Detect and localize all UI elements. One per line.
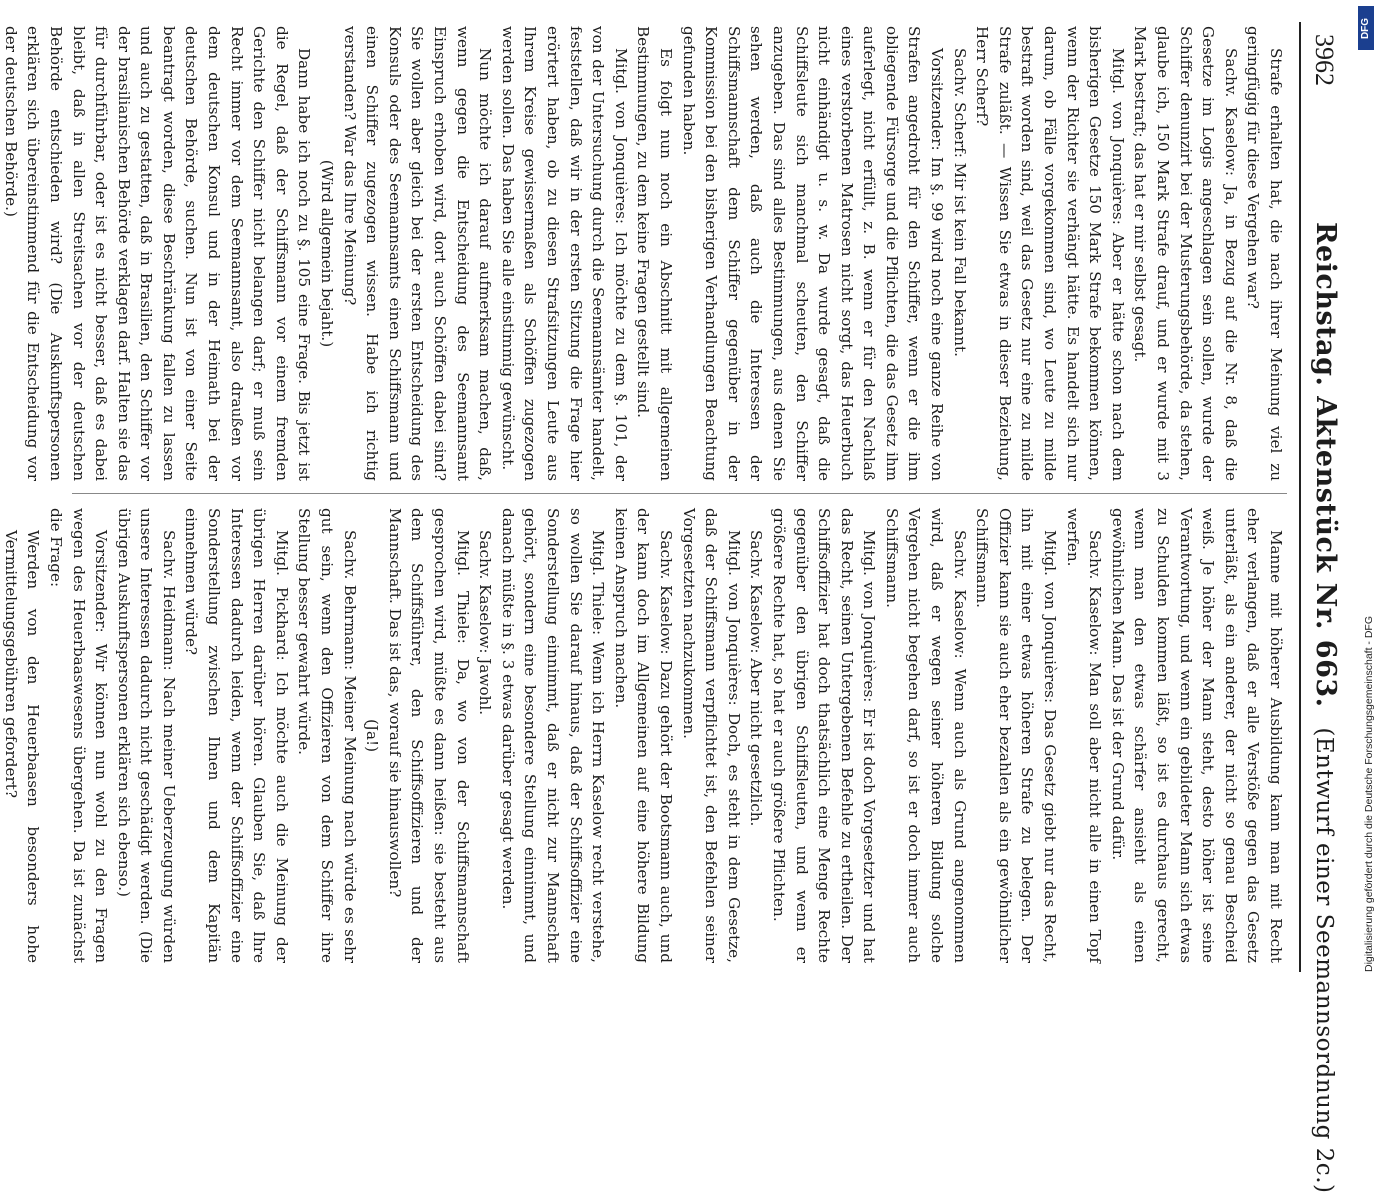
text-column-left bbox=[1, 26, 1287, 481]
paragraph: Nun möchte ich darauf aufmerksam machen, daß, wenn gegen die Entscheidung des Seemannsamt Einspruch erhoben wird, dort auch Schöffen dabei sind? Sie wollen aber gleich bei der ersten Entscheidung des Konsuls oder des Seemannsamts einen Schiffsmann und einen Schiffer zugezogen wissen. Habe ich richtig verstanden? War das Ihre Meinung? bbox=[340, 26, 495, 481]
paragraph: Sachv. Heidmann: Nach meiner Ueberzeugung würden unsere Interessen dadurch nicht geschädigt werden. (Die übrigen Auskunftspersonen erklären sich ebenso.) bbox=[114, 508, 178, 963]
page-number: 3962 bbox=[1310, 34, 1339, 86]
paragraph: Mitgl. von Jonquières: Doch, es steht in dem Gesetze, daß der Schiffsmann verpflichtet ist, den Befehlen seiner Vorgesetzten nachzukommen. bbox=[679, 508, 743, 963]
dfg-logo-text: DFG bbox=[1360, 17, 1372, 39]
column-divider bbox=[72, 493, 1287, 494]
paragraph: (Wird allgemein bejaht.) bbox=[318, 159, 337, 348]
digitization-credit: Digitalisierung gefördert durch die Deutsche Forschungsgemeinschaft - DFG bbox=[1363, 615, 1375, 972]
paragraph: Sachv. Kaselow: Aber nicht gesetzlich. bbox=[747, 530, 766, 827]
paragraph: (Ja!) bbox=[363, 718, 382, 753]
paragraph: Sachv. Behrmann: Meiner Meinung nach würde es sehr gut sein, wenn den Offizieren von dem Schiffer ihre Stellung besser gewahrt würde. bbox=[295, 508, 359, 963]
paragraph: Sachv. Kaselow: Ja, in Bezug auf die Nr. 8, daß die Gesetze im Logis angeschlagen sein sollen, wurde der Schiffer denunzirt bei der Musterungsbehörde, da stehen, glaube ich, 150 Mark Strafe drauf, und er wurde mit 3 Mark bestraft; das hat er mir selbst gesagt. bbox=[1131, 26, 1240, 481]
rotated-page-content bbox=[1, 22, 1345, 1193]
paragraph: Manne mit höherer Ausbildung kann man mit Recht eher verlangen, daß er alle Verstöße gegen das Gesetz unterläßt, als ein anderer, der nicht so genau Bescheid weiß. Je höher der Mann steht, desto höher ist seine Verantwortung, und wenn ein gebildeter Mann sich etwas zu Schulden kommen läßt, so ist es durchaus gerecht, wenn man den etwas schärfer ansieht als einen gewöhnlichen Mann. Das ist der Grund dafür. bbox=[1108, 508, 1285, 963]
dfg-logo bbox=[1358, 6, 1374, 50]
paragraph: Sachv. Scherf: Mir ist kein Fall bekannt. bbox=[950, 48, 969, 357]
paragraph: Mitgl. Thiele: Da, wo von der Schiffsmannschaft gesprochen wird, müßte es dann heißen: sie besteht aus dem Schiffsführer, den Schiffsoffizieren und der Mannschaft. Das ist das, worauf sie hinauswollen? bbox=[385, 508, 472, 963]
paragraph: Sachv. Kaselow: Jawohl. bbox=[476, 530, 495, 716]
paragraph: Strafe erhalten hat, die nach ihrer Meinung viel zu geringfügig für diese Vergehen war? bbox=[1244, 26, 1285, 481]
header-rule bbox=[1299, 22, 1301, 972]
paragraph: Sachv. Kaselow: Man soll aber nicht alle in einen Topf werfen. bbox=[1063, 508, 1105, 963]
paragraph: Dann habe ich noch zu §. 105 eine Frage. Bis jetzt ist die Regel, daß der Schiffsmann vor einem fremden Gerichte den Schiffer nicht belangen darf; er muß sein Recht immer vor dem Seemannsamt, also draußen vor dem deutschen Konsul und in der Heimath bei der deutschen Behörde, suchen. Nun ist von einer Seite beantragt worden, diese Beschränkung fallen zu lassen und auch zu gestatten, daß in Brasilien, den Schiffer vor der brasilianischen Behörde verklagen darf. Halten sie das für durchführbar, oder ist es nicht besser, daß es dabei bleibt, daß in allen Streitsachen vor der deutschen Behörde entschieden wird? (Die Auskunftspersonen erklären sich übereinstimmend für die Entscheidung vor der deutschen Behörde.) bbox=[1, 26, 314, 481]
paragraph: Mitgl. von Jonquières: Er ist doch Vorgesetzter und hat das Recht, seinen Untergebenen Befehle zu ertheilen. Der Schiffsoffizier hat doch thatsächlich eine Menge Rechte gegenüber den übrigen Schiffsleuten, und wenn er größere Rechte hat, so hat er auch größere Pflichten. bbox=[769, 508, 879, 963]
paragraph: Werden von den Heuerbaasen besonders hohe Vermittelungsgebühren gefordert? bbox=[1, 530, 43, 963]
paragraph: Mitgl. von Jonquières: Aber er hätte schon nach dem bisherigen Gesetze 150 Mark Strafe bekommen können, wenn der Richter sie verhängt hätte. Es handelt sich nur darum, ob Fälle vorgekommen sind, wo Leute zu milde bestraft worden sind, weil das Gesetz nur eine zu milde Strafe zuläßt. — Wissen Sie etwas in dieser Beziehung, Herr Scherf? bbox=[973, 26, 1127, 481]
paragraph: Vorsitzender: Wir können nun wohl zu den Fragen wegen des Heuerbaaswesens übergehen. Da ist zunächst die Frage: bbox=[46, 508, 111, 963]
paragraph: Es folgt nun noch ein Abschnitt mit allgemeinen Bestimmungen, zu dem keine Fragen gestellt sind. bbox=[634, 26, 675, 481]
page-title-subtitle: (Entwurf einer Seemannsordnung 2c.) bbox=[1311, 727, 1337, 1193]
paragraph: Sachv. Kaselow: Wenn auch als Grund angenommen wird, daß er wegen seiner höheren Bildung solche Vergehen nicht begehen darf, so ist er doch immer auch Schiffsmann. bbox=[882, 508, 969, 963]
paragraph: Mitgl. Pickhard: Ich möchte auch die Meinung der übrigen Herren darüber hören. Glauben Sie, daß Ihre Interessen dadurch leiden, wenn der Schiffsoffizier eine Sonderstellung zwischen Ihnen und dem Kapitän einnehmen würde? bbox=[182, 508, 291, 963]
page-header bbox=[1295, 22, 1345, 1193]
page-title bbox=[1310, 222, 1341, 1193]
paragraph: Mitgl. von Jonquières: Ich möchte zu dem §. 101, der von der Untersuchung durch die Seemannsämter handelt, feststellen, daß wir in der ersten Sitzung die Frage hier erörtert haben, ob zu diesen Strafsitzungen Leute aus Ihrem Kreise gewissermaßen als Schöffen zugezogen werden sollen. Das haben Sie alle einstimmig gewünscht. bbox=[498, 26, 630, 481]
page-title-main: Reichstag. Aktenstück Nr. 663. bbox=[1310, 222, 1341, 708]
paragraph: Mitgl. von Jonquières: Das Gesetz giebt nur das Recht, ihn mit einer etwas höheren Strafe zu belegen. Der Offizier kann sie auch eher bezahlen als ein gewöhnlicher Schiffsmann. bbox=[973, 508, 1060, 963]
paragraph: Sachv. Kaselow: Dazu gehört der Bootsmann auch, und der kann doch im Allgemeinen auf eine höhere Bildung keinen Anspruch machen. bbox=[611, 508, 675, 963]
paragraph: Vorsitzender: Im §. 99 wird noch eine ganze Reihe von Strafen angedroht für den Schiffer, wenn er die ihm obliegende Fürsorge und die Pflichten, die das Gesetz ihm auferlegt, nicht erfüllt, z. B. wenn er für den Nachlaß eines verstorbenen Matrosen nicht sorgt, das Heuerbuch nicht einhändigt u. s. w. Da wurde gesagt, daß die Schiffsleute sich manchmal scheuten, den Schiffer anzugeben. Das sind alles Bestimmungen, aus denen Sie sehen werden, daß auch die Interessen der Schiffsmannschaft dem Schiffer gegenüber in der Kommission bei den bisherigen Verhandlungen Beachtung gefunden haben. bbox=[679, 26, 947, 481]
text-column-right bbox=[1, 508, 1287, 963]
paragraph: Mitgl. Thiele: Wenn ich Herrn Kaselow recht verstehe, so wollen Sie darauf hinaus, daß der Schiffsoffizier eine Sonderstellung einnimmt, daß er nicht zur Mannschaft gehört, sondern eine besondere Stellung einnimmt, und danach müßte in §. 3 etwas darüber gesagt werden. bbox=[498, 508, 608, 963]
